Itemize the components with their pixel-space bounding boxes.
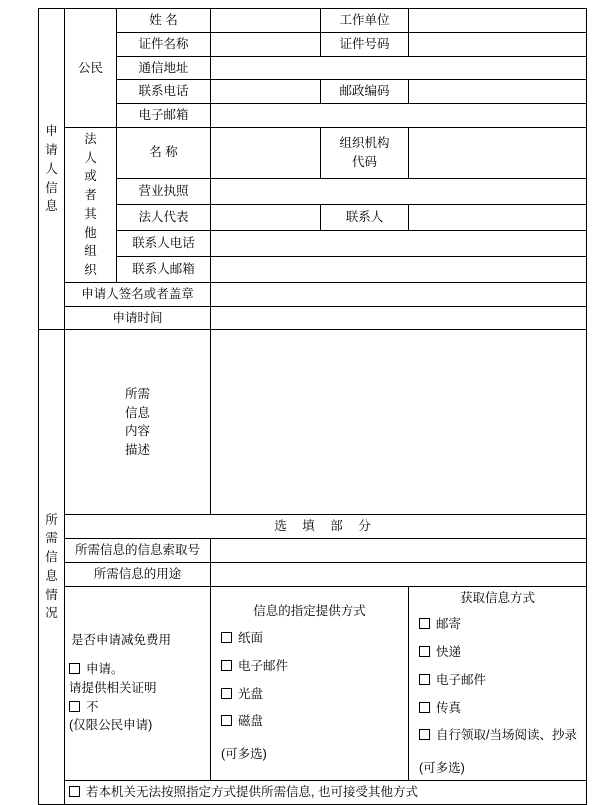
checkbox-icon[interactable] bbox=[419, 674, 430, 685]
obtain-mode-option[interactable] bbox=[419, 726, 582, 745]
applicant-info-vertical-label: 申请人信息 bbox=[39, 9, 65, 330]
table-row bbox=[39, 230, 587, 256]
obtain-mode-option[interactable] bbox=[419, 671, 582, 690]
obtain-mode-title: 获取信息方式 bbox=[459, 590, 535, 605]
provide-mode-option-label: 纸面 bbox=[238, 631, 264, 646]
table-row bbox=[39, 515, 587, 539]
obtain-mode-column bbox=[409, 586, 587, 780]
purpose-label: 所需信息的用途 bbox=[65, 562, 211, 586]
contact-phone-field[interactable] bbox=[211, 230, 587, 256]
fee-option-no[interactable] bbox=[69, 698, 206, 717]
contact-email-field[interactable] bbox=[211, 256, 587, 282]
checkbox-icon[interactable] bbox=[69, 701, 80, 712]
email-field[interactable] bbox=[211, 104, 587, 128]
provide-mode-column bbox=[211, 586, 409, 780]
checkbox-icon[interactable] bbox=[221, 715, 232, 726]
legal-entity-group-label: 法 人 或 者 其 他 组 织 bbox=[65, 127, 117, 282]
need-info-vertical-label: 所 需 信 息 情 况 bbox=[39, 330, 65, 804]
bottom-note-label: 若本机关无法按照指定方式提供所需信息, 也可接受其他方式 bbox=[86, 784, 418, 799]
content-desc-field[interactable] bbox=[211, 330, 587, 515]
org-name-label: 名 称 bbox=[117, 127, 211, 178]
table-row bbox=[39, 539, 587, 563]
apply-time-field[interactable] bbox=[211, 306, 587, 330]
postcode-label: 邮政编码 bbox=[321, 80, 409, 104]
provide-mode-option[interactable] bbox=[221, 712, 404, 731]
license-label: 营业执照 bbox=[117, 178, 211, 204]
table-row bbox=[39, 80, 587, 104]
bottom-note-cell[interactable] bbox=[65, 780, 587, 804]
checkbox-icon[interactable] bbox=[221, 632, 232, 643]
provide-mode-option[interactable] bbox=[221, 685, 404, 704]
contact-person-field[interactable] bbox=[409, 204, 587, 230]
signature-field[interactable] bbox=[211, 282, 587, 306]
address-label: 通信地址 bbox=[117, 56, 211, 80]
id-type-field[interactable] bbox=[211, 32, 321, 56]
optional-section-title: 选 填 部 分 bbox=[65, 515, 587, 539]
fee-footnote: (仅限公民申请) bbox=[69, 718, 153, 733]
id-number-label: 证件号码 bbox=[321, 32, 409, 56]
fee-option-apply[interactable] bbox=[69, 660, 206, 679]
phone-label: 联系电话 bbox=[117, 80, 211, 104]
table-row bbox=[39, 56, 587, 80]
obtain-mode-option[interactable] bbox=[419, 615, 582, 634]
purpose-field[interactable] bbox=[211, 562, 587, 586]
name-label: 姓 名 bbox=[117, 9, 211, 33]
content-desc-label: 所需 信息 内容 描述 bbox=[65, 330, 211, 515]
fee-option-apply-label: 申请。 bbox=[86, 662, 124, 676]
contact-person-label: 联系人 bbox=[321, 204, 409, 230]
obtain-mode-option[interactable] bbox=[419, 699, 582, 718]
contact-phone-label: 联系人电话 bbox=[117, 230, 211, 256]
index-number-field[interactable] bbox=[211, 539, 587, 563]
fee-option-no-label: 不 bbox=[86, 699, 99, 714]
obtain-mode-option-label: 传真 bbox=[436, 700, 462, 715]
provide-mode-option-label: 光盘 bbox=[238, 686, 264, 701]
contact-email-label: 联系人邮箱 bbox=[117, 256, 211, 282]
email-label: 电子邮箱 bbox=[117, 104, 211, 128]
fee-reduction-column bbox=[65, 586, 211, 780]
checkbox-icon[interactable] bbox=[419, 729, 430, 740]
table-row bbox=[39, 256, 587, 282]
table-row bbox=[39, 282, 587, 306]
checkbox-icon[interactable] bbox=[419, 618, 430, 629]
work-unit-label: 工作单位 bbox=[321, 9, 409, 33]
apply-time-label: 申请时间 bbox=[65, 306, 211, 330]
obtain-mode-footnote: (可多选) bbox=[419, 761, 465, 775]
checkbox-icon[interactable] bbox=[69, 786, 80, 797]
table-row bbox=[39, 32, 587, 56]
obtain-mode-option-label: 自行领取/当场阅读、抄录 bbox=[436, 728, 577, 743]
table-row bbox=[39, 330, 587, 515]
table-row bbox=[39, 104, 587, 128]
table-row bbox=[39, 204, 587, 230]
id-type-label: 证件名称 bbox=[117, 32, 211, 56]
provide-mode-footnote: (可多选) bbox=[221, 747, 267, 762]
table-row bbox=[39, 178, 587, 204]
license-field[interactable] bbox=[211, 178, 587, 204]
org-code-field[interactable] bbox=[409, 127, 587, 178]
table-row bbox=[39, 586, 587, 780]
provide-mode-option-label: 电子邮件 bbox=[238, 658, 289, 673]
checkbox-icon[interactable] bbox=[419, 702, 430, 713]
table-row bbox=[39, 127, 587, 178]
org-name-field[interactable] bbox=[211, 127, 321, 178]
obtain-mode-option-label: 电子邮件 bbox=[436, 672, 487, 687]
work-unit-field[interactable] bbox=[409, 9, 587, 33]
checkbox-icon[interactable] bbox=[221, 688, 232, 699]
signature-label: 申请人签名或者盖章 bbox=[65, 282, 211, 306]
phone-field[interactable] bbox=[211, 80, 321, 104]
fee-reduction-title: 是否申请减免费用 bbox=[71, 633, 172, 648]
postcode-field[interactable] bbox=[409, 80, 587, 104]
table-row bbox=[39, 780, 587, 804]
provide-mode-title: 信息的指定提供方式 bbox=[253, 604, 366, 619]
name-field[interactable] bbox=[211, 9, 321, 33]
provide-mode-option[interactable] bbox=[221, 657, 404, 676]
obtain-mode-option[interactable] bbox=[419, 643, 582, 662]
obtain-mode-option-label: 快递 bbox=[436, 645, 462, 659]
checkbox-icon[interactable] bbox=[221, 660, 232, 671]
table-row bbox=[39, 9, 587, 33]
legal-rep-field[interactable] bbox=[211, 204, 321, 230]
obtain-mode-option-label: 邮寄 bbox=[436, 617, 462, 632]
id-number-field[interactable] bbox=[409, 32, 587, 56]
provide-mode-option[interactable] bbox=[221, 629, 404, 648]
legal-rep-label: 法人代表 bbox=[117, 204, 211, 230]
address-field[interactable] bbox=[211, 56, 587, 80]
provide-mode-option-label: 磁盘 bbox=[238, 714, 264, 729]
index-number-label: 所需信息的信息索取号 bbox=[65, 539, 211, 563]
table-row bbox=[39, 562, 587, 586]
table-row bbox=[39, 306, 587, 330]
citizen-group-label: 公民 bbox=[65, 9, 117, 128]
fee-option-apply-note: 请提供相关证明 bbox=[69, 680, 157, 695]
checkbox-icon[interactable] bbox=[69, 663, 80, 674]
information-request-form bbox=[38, 8, 587, 805]
checkbox-icon[interactable] bbox=[419, 646, 430, 657]
org-code-label: 组织机构 代码 bbox=[321, 127, 409, 178]
